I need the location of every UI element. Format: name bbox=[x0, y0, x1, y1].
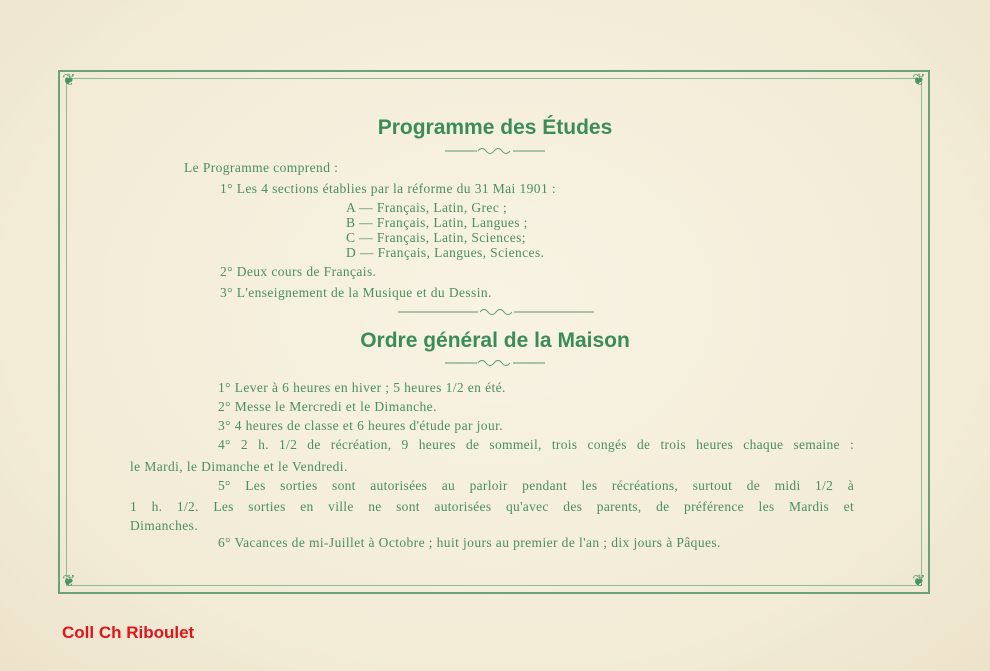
programme-intro: Le Programme comprend : bbox=[184, 160, 339, 175]
corner-ornament-icon: ❦ bbox=[912, 573, 926, 590]
corner-ornament-icon: ❦ bbox=[62, 573, 76, 590]
section-title-ordre: Ordre général de la Maison bbox=[360, 329, 630, 352]
ordre-item-5-line-2: 1 h. 1/2. Les sorties en ville ne sont autorisées qu'avec des parents, de préférence les Mardis et bbox=[130, 499, 854, 514]
programme-item-1: 1° Les 4 sections établies par la réforme du 31 Mai 1901 : bbox=[220, 181, 557, 196]
corner-ornament-icon: ❦ bbox=[912, 72, 926, 89]
section-d: D — Français, Langues, Sciences. bbox=[346, 245, 545, 260]
ordre-item-4-line-2: le Mardi, le Dimanche et le Vendredi. bbox=[130, 459, 348, 474]
collection-credit: Coll Ch Riboulet bbox=[62, 623, 195, 642]
section-a: A — Français, Latin, Grec ; bbox=[346, 200, 508, 215]
ordre-item-2: 2° Messe le Mercredi et le Dimanche. bbox=[218, 399, 437, 414]
ordre-item-5-line-3: Dimanches. bbox=[130, 518, 199, 533]
flourish-divider-icon bbox=[445, 358, 545, 368]
ordre-item-1: 1° Lever à 6 heures en hiver ; 5 heures 1/2 en été. bbox=[218, 380, 506, 395]
flourish-divider-icon bbox=[398, 307, 594, 317]
section-b: B — Français, Latin, Langues ; bbox=[346, 215, 528, 230]
ordre-item-5-line-1: 5° Les sorties sont autorisées au parloir pendant les récréations, surtout de midi 1/2 à bbox=[218, 478, 854, 493]
section-c: C — Français, Latin, Sciences; bbox=[346, 230, 526, 245]
programme-item-3: 3° L'enseignement de la Musique et du Dessin. bbox=[220, 285, 492, 300]
ordre-item-4-line-1: 4° 2 h. 1/2 de récréation, 9 heures de sommeil, trois congés de trois heures chaque semaine : bbox=[218, 437, 854, 452]
corner-ornament-icon: ❦ bbox=[62, 72, 76, 89]
programme-item-2: 2° Deux cours de Français. bbox=[220, 264, 377, 279]
section-title-programme: Programme des Études bbox=[377, 116, 613, 139]
ordre-item-6: 6° Vacances de mi-Juillet à Octobre ; huit jours au premier de l'an ; dix jours à Pâques. bbox=[218, 535, 721, 550]
ordre-item-3: 3° 4 heures de classe et 6 heures d'étude par jour. bbox=[218, 418, 504, 433]
flourish-divider-icon bbox=[445, 146, 545, 156]
